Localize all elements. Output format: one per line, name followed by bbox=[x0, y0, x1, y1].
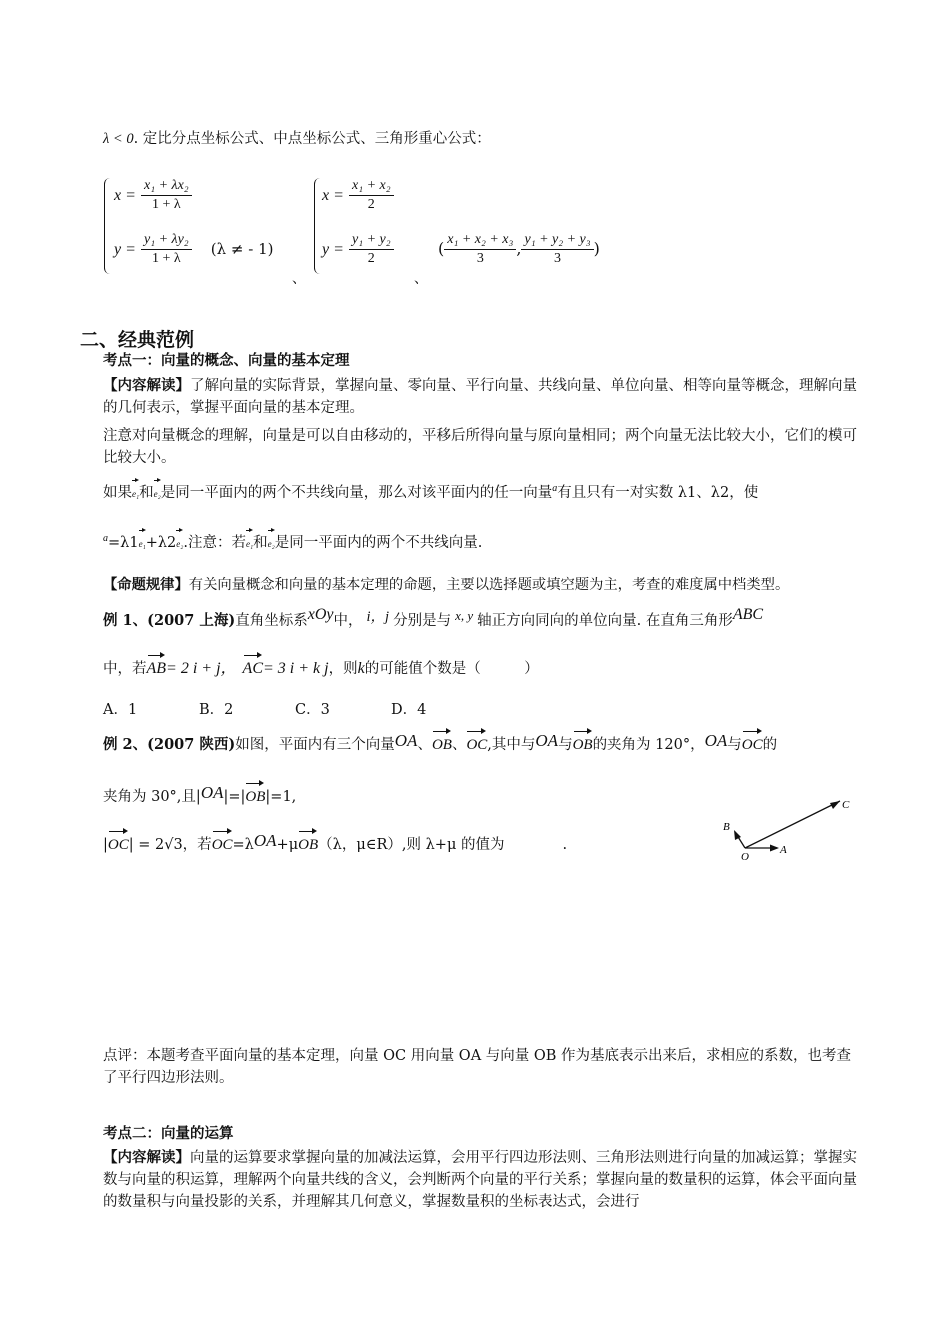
math: k bbox=[357, 660, 365, 677]
label-c: C bbox=[842, 799, 850, 811]
vector-OB: OB bbox=[245, 780, 265, 808]
text: | bbox=[103, 837, 108, 853]
text: 中，若 bbox=[103, 661, 147, 677]
formula-3-centroid bbox=[438, 232, 600, 267]
example1-options bbox=[103, 699, 487, 721]
theorem-line bbox=[103, 478, 758, 505]
open-paren: ( bbox=[438, 239, 445, 258]
vector-e1: e₁ bbox=[246, 528, 253, 555]
brace-2 bbox=[314, 178, 321, 274]
kaodian1-content bbox=[103, 375, 863, 419]
separator: 、 bbox=[292, 271, 306, 287]
text: 和 bbox=[253, 535, 268, 551]
vector-OC: OC bbox=[212, 828, 233, 856]
math: = 2 i + j， bbox=[166, 660, 237, 677]
text: +λ2 bbox=[145, 535, 177, 551]
brace-1 bbox=[104, 178, 111, 274]
label: 【内容解读】 bbox=[103, 1149, 190, 1166]
text: 如图，平面内有三个向量 bbox=[235, 737, 395, 753]
section-title: 二、经典范例 bbox=[80, 329, 195, 351]
example2-line1 bbox=[103, 728, 777, 756]
formula-1-x bbox=[114, 178, 192, 213]
vector-AB: AB bbox=[147, 652, 167, 680]
vector-a: a bbox=[552, 483, 558, 495]
text: 与 bbox=[558, 737, 573, 753]
text: （λ，μ∈R）,则 λ+μ 的值为 . bbox=[318, 837, 568, 853]
math: xOy bbox=[307, 606, 334, 623]
vector-OB: OB bbox=[298, 828, 318, 856]
option-a[interactable]: A．1 bbox=[103, 702, 138, 718]
arrowhead-a bbox=[770, 845, 779, 852]
mingti-line bbox=[103, 574, 789, 596]
fraction bbox=[349, 178, 394, 213]
text: =λ bbox=[232, 837, 254, 853]
text: 是同一平面内的两个不共线向量. bbox=[274, 535, 483, 551]
vector-AC: AC bbox=[243, 652, 263, 680]
kaodian1-note: 注意对向量概念的理解，向量是可以自由移动的，平移后所得向量与原向量相同；两个向量无法比较大小，它们的模可比较大小。 bbox=[103, 428, 857, 466]
option-b[interactable]: B．2 bbox=[199, 702, 234, 718]
lambda-condition-note: (λ ≠ - 1) bbox=[210, 240, 274, 258]
denominator: 3 bbox=[554, 251, 562, 266]
vector-OC-line bbox=[745, 801, 840, 848]
denominator: 1 + λ bbox=[152, 197, 181, 212]
dianping: 点评：本题考查平面向量的基本定理，向量 OC 用向量 OA 与向量 OB 作为基底表示出来后，求相应的系数，也考查了平行四边形法则。 bbox=[103, 1048, 852, 1086]
text: 与 bbox=[727, 737, 742, 753]
vector-OC: OC bbox=[742, 728, 763, 756]
vector-OB: OB bbox=[432, 728, 452, 756]
lambda-condition: λ < 0 bbox=[103, 131, 134, 147]
example-label: 例 1、(2007 上海) bbox=[103, 612, 236, 629]
text: 的夹角为 120°， bbox=[592, 737, 705, 753]
formula-2-x bbox=[322, 178, 394, 213]
vector-OC: OC bbox=[108, 828, 129, 856]
option-c[interactable]: C．3 bbox=[295, 702, 330, 718]
vector-e1: e₁ bbox=[132, 478, 139, 505]
vector-e2: e₂ bbox=[176, 528, 183, 555]
numerator: y₁ + y₂ + y₃ bbox=[521, 232, 593, 250]
example2-line3 bbox=[103, 828, 567, 856]
math: OA bbox=[253, 831, 277, 850]
text: ,其中与 bbox=[487, 737, 536, 753]
vector-e2: e₂ bbox=[268, 528, 275, 555]
math: OA bbox=[535, 731, 559, 750]
fraction bbox=[141, 178, 192, 213]
text: 夹角为 30°,且| bbox=[103, 789, 201, 805]
text: +μ bbox=[276, 837, 299, 853]
denominator: 3 bbox=[476, 251, 484, 266]
close-paren: ) bbox=[593, 239, 600, 258]
example-label: 例 2、(2007 陕西) bbox=[103, 736, 236, 753]
text: 有关向量概念和向量的基本定理的命题，主要以选择题或填空题为主，考查的难度属中档类型。 bbox=[188, 577, 790, 593]
text: =λ1 bbox=[108, 535, 139, 551]
content-text: 了解向量的实际背景，掌握向量、零向量、平行向量、共线向量、单位向量、相等向量等概念，理解向量的几何表示，掌握平面向量的基本定理。 bbox=[103, 378, 857, 416]
option-d[interactable]: D．4 bbox=[391, 702, 427, 718]
theorem-equation bbox=[103, 528, 482, 555]
lhs: y = bbox=[322, 241, 344, 258]
separator: 、 bbox=[414, 271, 428, 287]
math: OA bbox=[394, 731, 418, 750]
fraction bbox=[349, 232, 394, 267]
math: OA bbox=[200, 783, 224, 802]
denominator: 2 bbox=[367, 197, 375, 212]
text: 的 bbox=[762, 737, 778, 753]
formula-2-y bbox=[322, 232, 394, 267]
lhs: x = bbox=[114, 187, 136, 204]
label: 【命题规律】 bbox=[103, 577, 189, 593]
arrowhead-b bbox=[734, 830, 741, 840]
math: x, y bbox=[455, 608, 474, 623]
text: 、 bbox=[451, 737, 467, 753]
denominator: 2 bbox=[367, 251, 375, 266]
numerator: y₁ + y₂ bbox=[349, 232, 394, 250]
vector-OC: OC bbox=[466, 728, 487, 756]
vector-OB: OB bbox=[573, 728, 593, 756]
text: 分别是与 bbox=[393, 613, 452, 629]
intro-text: . 定比分点坐标公式、中点坐标公式、三角形重心公式： bbox=[133, 131, 491, 147]
intro-line bbox=[103, 128, 491, 150]
kaodian1-title: 考点一：向量的概念、向量的基本定理 bbox=[103, 352, 350, 369]
kaodian2-content bbox=[103, 1147, 863, 1213]
text: |=| bbox=[223, 789, 246, 805]
lhs: y = bbox=[114, 241, 136, 258]
arrowhead-c bbox=[830, 801, 840, 809]
text: 有且只有一对实数 λ1、λ2，使 bbox=[557, 485, 759, 501]
kaodian2-title: 考点二：向量的运算 bbox=[103, 1125, 234, 1142]
math: = 3 i + k j bbox=[263, 660, 329, 677]
text: 中， bbox=[333, 613, 363, 629]
formula-1-y bbox=[114, 232, 273, 267]
text: 是同一平面内的两个不共线向量，那么对该平面内的任一向量 bbox=[160, 485, 553, 501]
text: .注意：若 bbox=[183, 535, 247, 551]
text: 和 bbox=[139, 485, 154, 501]
content-text: 向量的运算要求掌握向量的加减法运算，会用平行四边形法则、三角形法则进行向量的加减运算；掌握实数与向量的积运算，理解两个向量共线的含义，会判断两个向量的平行关系；掌握向量的数量积的运算，体会平面向量的数量积与向量投影的关系，并理解其几何意义，掌握数量积的坐标表达式，会进行 bbox=[103, 1150, 857, 1210]
label-b: B bbox=[723, 821, 730, 833]
text: 轴正方向同向的单位向量. 在直角三角形 bbox=[477, 613, 733, 629]
denominator: 1 + λ bbox=[152, 251, 181, 266]
label-a: A bbox=[780, 844, 787, 856]
text: 如果 bbox=[103, 485, 132, 501]
vector-e2: e₂ bbox=[154, 478, 161, 505]
numerator: y₁ + λy₂ bbox=[141, 232, 192, 250]
vector-figure bbox=[715, 790, 865, 865]
text: 直角坐标系 bbox=[235, 613, 308, 629]
example2-line2 bbox=[103, 780, 296, 808]
text: |=1, bbox=[265, 789, 297, 805]
example1-line2 bbox=[103, 652, 539, 680]
fraction bbox=[444, 232, 516, 267]
numerator: x₁ + x₂ bbox=[349, 178, 394, 196]
text: | = 2√3，若 bbox=[128, 837, 212, 853]
example1-line1 bbox=[103, 604, 763, 632]
label-o: O bbox=[741, 851, 749, 863]
label: 【内容解读】 bbox=[103, 377, 190, 394]
math: i，j bbox=[366, 609, 390, 625]
fraction bbox=[141, 232, 192, 267]
vector-a: a bbox=[103, 533, 108, 545]
math: ABC bbox=[732, 606, 764, 623]
numerator: x₁ + λx₂ bbox=[141, 178, 192, 196]
math: OA bbox=[704, 731, 728, 750]
vector-e1: e₁ bbox=[139, 528, 146, 555]
text: ，则 bbox=[328, 661, 358, 677]
lhs: x = bbox=[322, 187, 344, 204]
text: 、 bbox=[417, 737, 432, 753]
text: 的可能值个数是（ ） bbox=[364, 661, 539, 677]
comma: , bbox=[516, 239, 522, 258]
numerator: x₁ + x₂ + x₃ bbox=[444, 232, 516, 250]
fraction bbox=[521, 232, 593, 267]
